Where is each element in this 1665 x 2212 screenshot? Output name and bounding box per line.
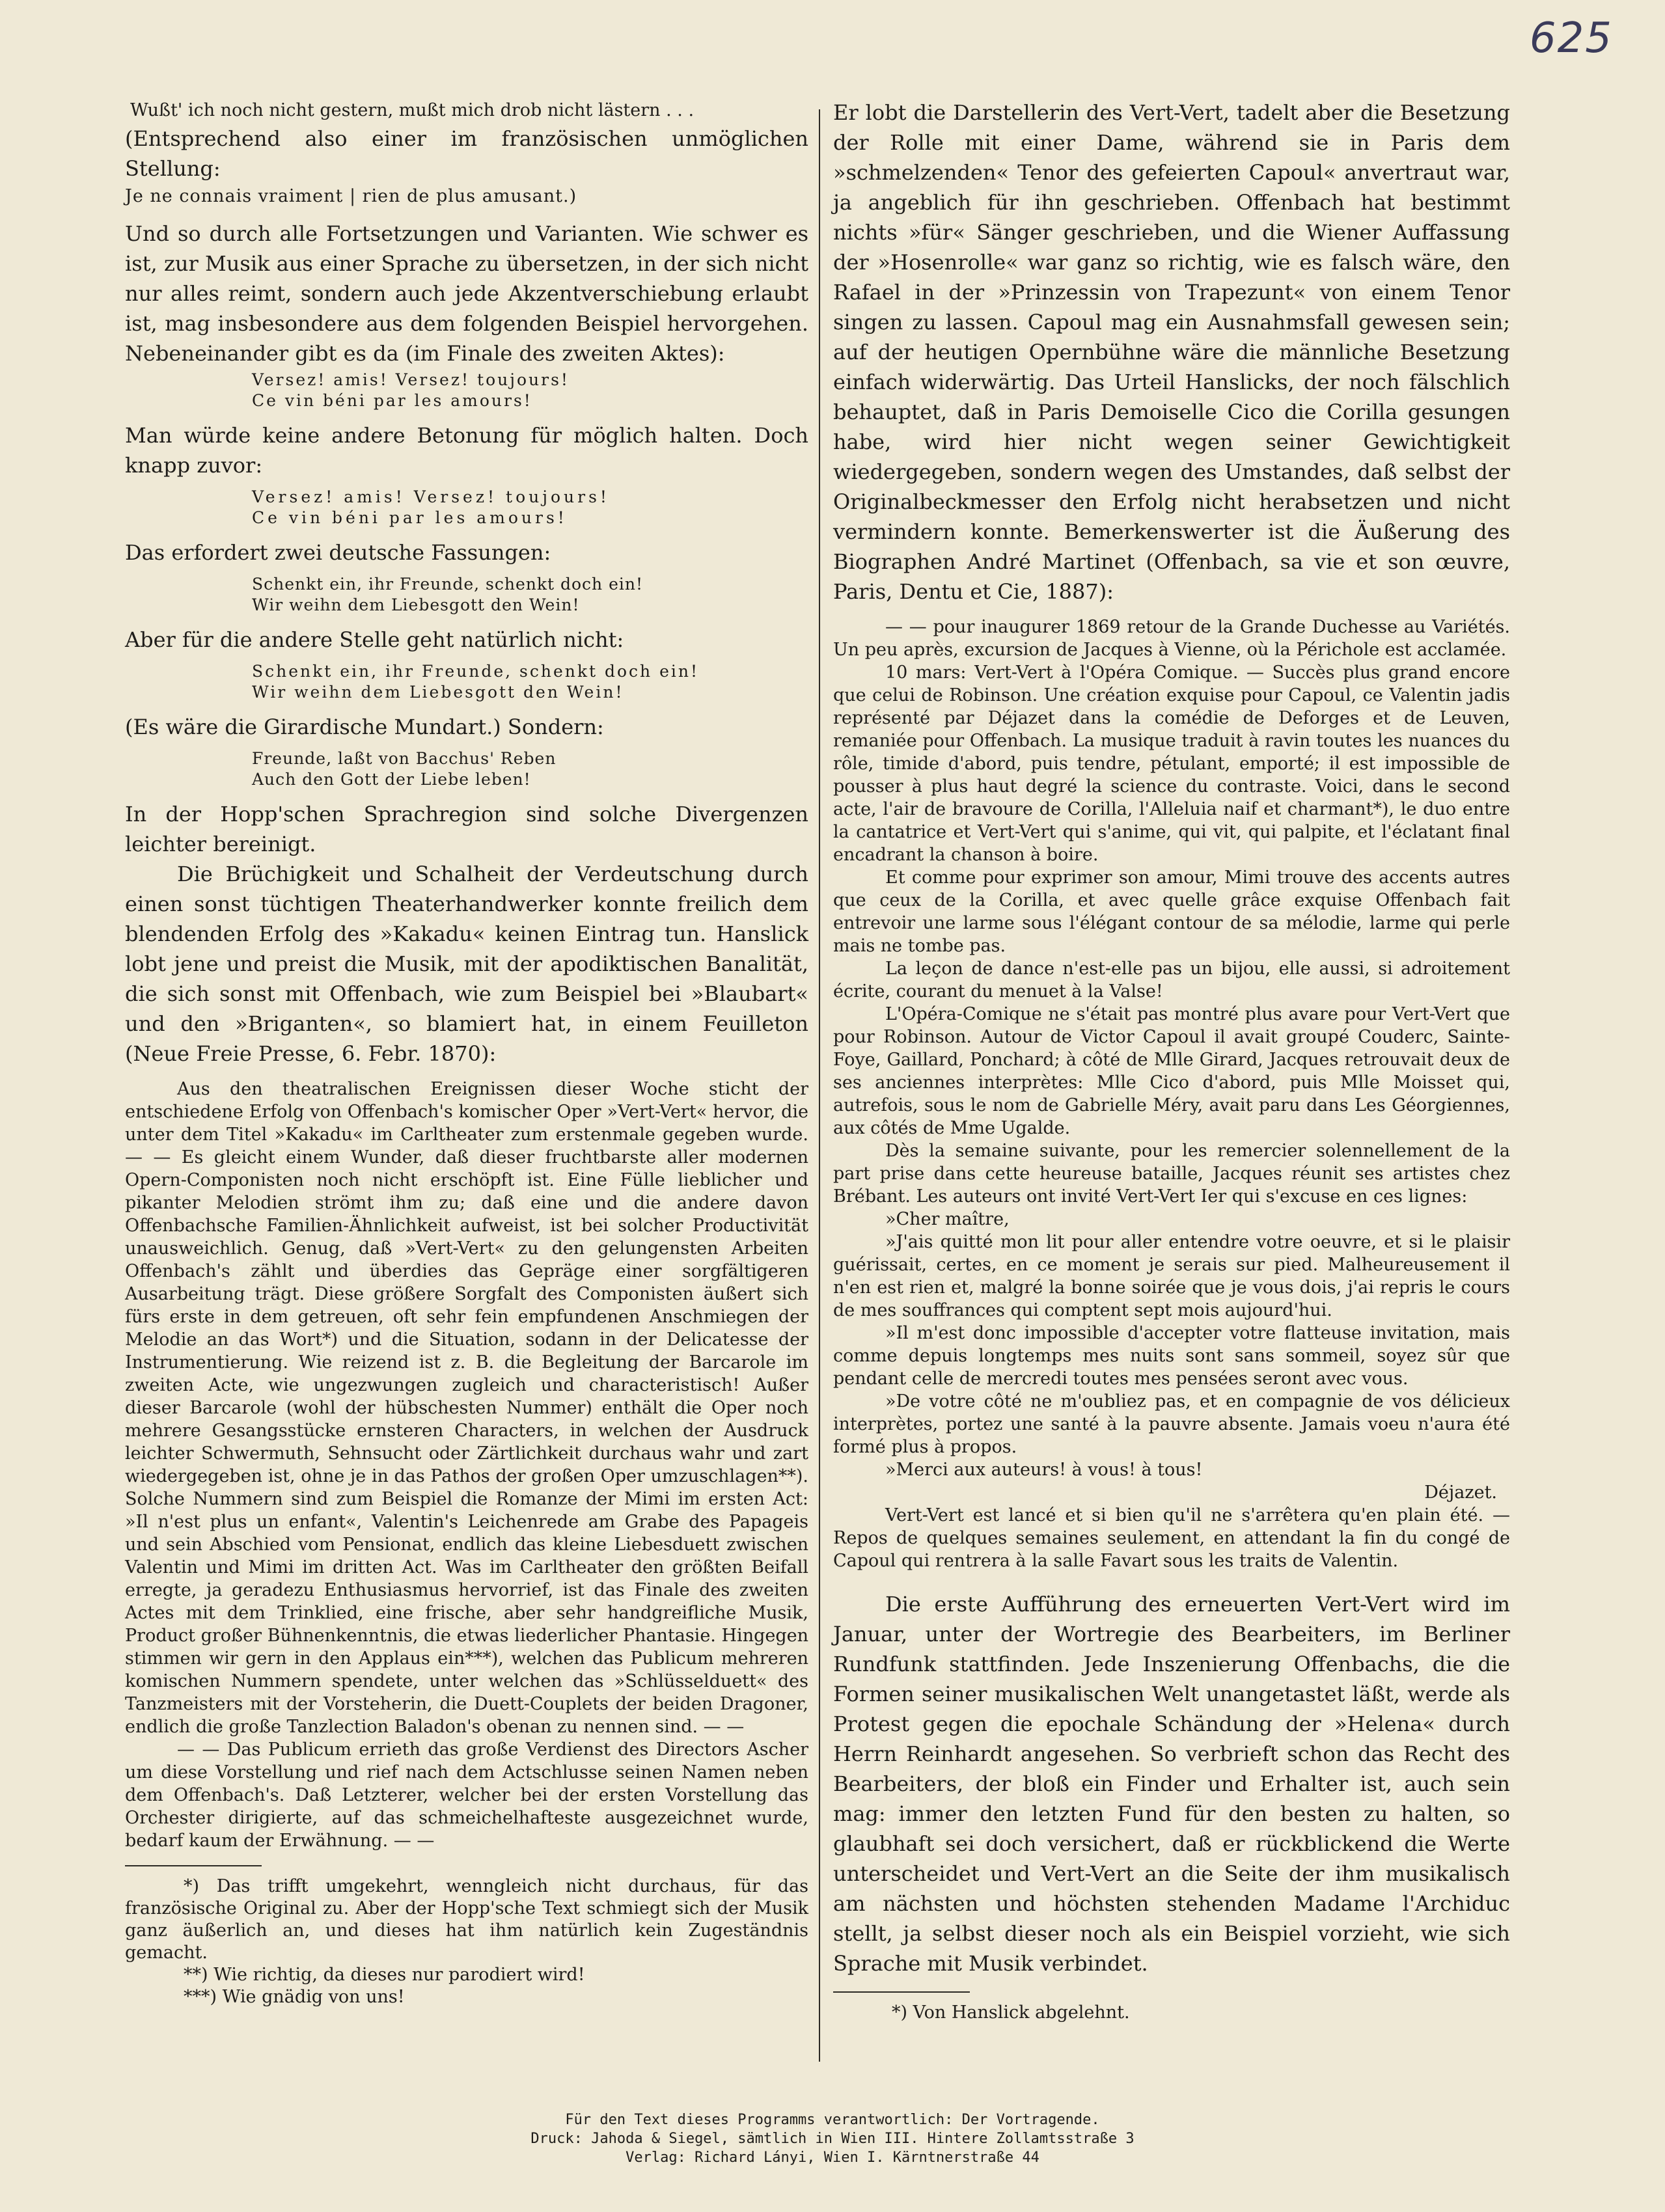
verse-block	[125, 370, 808, 411]
letter-paragraph: »Merci aux auteurs! à vous! à tous!	[885, 1460, 1203, 1480]
verse-block	[125, 487, 808, 528]
verse-line: Je ne connais vraiment | rien de plus amusant.)	[125, 186, 577, 206]
imprint-line: Für den Text dieses Programms verantwortlich: Der Vortragende.	[565, 2112, 1100, 2128]
paragraph: Er lobt die Darstellerin des Vert-Vert, tadelt aber die Besetzung der Rolle mit einer Dame, während sie in Paris dem »schmelzenden« Tenor des gefeierten Capoul« anvertraut war, ja angeblich für ihn geschrieben. Offenbach hat bestimmt nichts »für« Sänger geschrieben, und die Wiener Auffassung der »Hosenrolle« war ganz so richtig, wie es falsch wäre, den Rafael in der »Prinzessin von Trapezunt« von einem Tenor singen zu lassen. Capoul mag ein Ausnahmsfall gewesen sein; auf der heutigen Opernbühne wäre die männliche Besetzung einfach widerwärtig. Das Urteil Hanslicks, der noch fälschlich behauptet, daß in Paris Demoiselle Cico die Corilla gesungen habe, wird hier nicht wegen seiner Gewichtigkeit wiedergegeben, sondern wegen des Umstandes, daß selbst der Originalbeckmesser den Erfolg nicht herabsetzen und nicht vermindern konnte. Bemerkenswerter ist die Äußerung des Biographen André Martinet (Offenbach, sa vie et son œuvre, Paris, Dentu et Cie, 1887):	[833, 100, 1510, 604]
paragraph: Aber für die andere Stelle geht natürlich nicht:	[125, 627, 624, 652]
footnote: ***) Wie gnädig von uns!	[184, 1987, 405, 2007]
right-column	[833, 98, 1510, 2024]
imprint	[0, 2110, 1665, 2167]
verse-line: Schenkt ein, ihr Freunde, schenkt doch ein!	[252, 662, 700, 681]
footnote-rule	[125, 1865, 262, 1866]
french-quotation: La leçon de dance n'est-elle pas un bijou, elle aussi, si adroitement écrite, courant du menuet à la Valse!	[833, 959, 1510, 1002]
french-quotation: 10 mars: Vert-Vert à l'Opéra Comique. — Succès plus grand encore que celui de Robinson. Une création exquise pour Capoul, ce Valentin jadis représenté par Déjazet dans la comédie de Deforges et de Leuven, remaniée pour Offenbach. La musique traduit à ravin toutes les nuances du rôle, timide d'abord, puis tendre, pétulant, emporté; il est impossible de pousser à plus haut degré la science du contraste. Voici, dans le second acte, l'air de bravoure de Corilla, l'Alleluia naif et charmant*), le duo entre la cantatrice et Vert-Vert qui s'anime, qui vit, qui palpite, et l'éclatant final encadrant la chanson à boire.	[833, 662, 1510, 865]
verse-block	[125, 661, 808, 703]
paragraph: (Entsprechend also einer im französischen unmöglichen Stellung:	[125, 126, 808, 181]
letter-signature: Déjazet.	[1424, 1482, 1497, 1503]
paragraph: (Es wäre die Girardische Mundart.) Sondern:	[125, 715, 604, 739]
paragraph: Und so durch alle Fortsetzungen und Varianten. Wie schwer es ist, zur Musik aus einer Sprache zu übersetzen, in der sich nicht nur alles reimt, sondern auch jede Akzentverschiebung erlaubt ist, mag insbesondere aus dem folgenden Beispiel hervorgehen. Nebeneinander gibt es da (im Finale des zweiten Aktes):	[125, 221, 808, 366]
letter-paragraph: »J'ais quitté mon lit pour aller entendre votre oeuvre, et si le plaisir guérissait, certes, en ce moment je serais sur pied. Malheureusement il n'en est rien et, malgré la bonne soirée que je vous dois, j'ai repris le cours de mes souffrances qui comptent sept mois aujourd'hui.	[833, 1232, 1510, 1320]
french-quotation: L'Opéra-Comique ne s'était pas montré plus avare pour Vert-Vert que pour Robinson. Autour de Victor Capoul il avait groupé Couderc, Sainte-Foye, Gaillard, Ponchard; à côté de Mlle Girard, Jacques retrouvait deux de ses anciennes interprètes: Mlle Cico d'abord, puis Mlle Moisset qui, autrefois, sous le nom de Gabrielle Méry, avait paru dans Les Géorgiennes, aux côtés de Mme Ugalde.	[833, 1004, 1510, 1138]
verse-block	[125, 748, 808, 790]
verse-line: Ce vin béni par les amours!	[252, 391, 532, 410]
verse-line: Versez! amis! Versez! toujours!	[252, 487, 610, 506]
verse-line: Wir weihn dem Liebesgott den Wein!	[252, 683, 624, 702]
verse-line: Freunde, laßt von Bacchus' Reben	[252, 749, 557, 768]
paragraph: Die Brüchigkeit und Schalheit der Verdeutschung durch einen sonst tüchtigen Theaterhandwerker konnte freilich dem blendenden Erfolg des »Kakadu« keinen Eintrag tun. Hanslick lobt jene und preist die Musik, mit der apodiktischen Banalität, die sich sonst mit Offenbach, wie zum Beispiel bei »Blaubart« und den »Briganten«, so blamiert hat, in einem Feuilleton (Neue Freie Presse, 6. Febr. 1870):	[125, 862, 808, 1066]
verse-block	[125, 574, 808, 616]
paragraph: In der Hopp'schen Sprachregion sind solche Divergenzen leichter bereinigt.	[125, 802, 808, 856]
page-number: 625	[1529, 14, 1613, 62]
verse-line: Versez! amis! Versez! toujours!	[252, 370, 570, 389]
footnote: **) Wie richtig, da dieses nur parodiert wird!	[184, 1965, 585, 1985]
quotation: — — Das Publicum errieth das große Verdienst des Directors Ascher um diese Vorstellung und rief nach dem Actschlusse seinen Namen neben dem Offenbach's. Daß Letzterer, welcher bei der ersten Vorstellung das Orchester dirigierte, auf das schmeichelhafteste ausgezeichnet wurde, bedarf kaum der Erwähnung. — —	[125, 1740, 808, 1851]
french-quotation: Vert-Vert est lancé et si bien qu'il ne s'arrêtera qu'en plain été. — Repos de quelques semaines seulement, en attendant la fin du congé de Capoul qui rentrera à la salle Favart sous les traits de Valentin.	[833, 1505, 1510, 1571]
quotation: Aus den theatralischen Ereignissen dieser Woche sticht der entschiedene Erfolg von Offenbach's komischer Oper »Vert-Vert« hervor, die unter dem Titel »Kakadu« im Carltheater zum erstenmale gegeben wurde. — — Es gleicht einem Wunder, daß dieser fruchtbarste aller modernen Opern-Componisten noch nicht erschöpft ist. Eine Fülle lieblicher und pikanter Melodien strömt ihm zu; daß eine und die andere davon Offenbachsche Familien-Ähnlichkeit aufweist, ist bei solcher Productivität unausweichlich. Genug, daß »Vert-Vert« zu den gelungensten Arbeiten Offenbach's zählt und überdies das Gepräge einer sorgfältigeren Ausarbeitung trägt. Diese größere Sorgfalt des Componisten äußert sich fürs erste in dem getreuen, oft sehr fein empfundenen Anschmiegen der Melodie an das Wort*) und die Situation, sodann in der Delicatesse der Instrumentierung. Wie reizend ist z. B. die Begleitung der Barcarole im zweiten Acte, wie ungezwungen zugleich und characteristisch! Außer dieser Barcarole (wohl der hübschesten Nummer) enthält die Oper noch mehrere Gesangsstücke ernsteren Characters, in welchen der Ausdruck leichter Schwermuth, Sehnsucht oder Zärtlichkeit durchaus wahr und zart wiedergegeben ist, ohne je in das Pathos der großen Oper umzuschlagen**). Solche Nummern sind zum Beispiel die Romanze der Mimi im ersten Act: »Il n'est plus un enfant«, Valentin's Leichenrede am Grabe des Papageis und sein Abschied vom Pensionat, endlich das kleine Liebesduett zwischen Valentin und Mimi im dritten Act. Was im Carltheater den größten Beifall erregte, ja geradezu Enthusiasmus hervorrief, ist das Finale des zweiten Actes mit dem Trinklied, eine frische, aber sehr handgreifliche Musik, Product großer Bühnenkenntnis, die etwas liederlicher Phantasie. Hingegen stimmen wir gern in den Applaus ein***), welchen das Publicum mehreren komischen Nummern spendete, unter welchen das »Schlüsselduett« des Tanzmeisters mit der Vorsteherin, die Duett-Couplets der beiden Dragoner, endlich die große Tanzlection Baladon's obenan zu nennen sind. — —	[125, 1079, 808, 1737]
column-divider	[819, 109, 820, 2062]
verse-line: Wir weihn dem Liebesgott den Wein!	[252, 595, 580, 614]
left-column	[125, 98, 808, 2008]
verse-line: Ce vin béni par les amours!	[252, 508, 568, 527]
french-quotation: Dès la semaine suivante, pour les remercier solennellement de la part prise dans cette heureuse bataille, Jacques réunit ses artistes chez Brébant. Les auteurs ont invité Vert-Vert Ier qui s'excuse en ces lignes:	[833, 1141, 1510, 1207]
french-quotation: — — pour inaugurer 1869 retour de la Grande Duchesse au Variétés. Un peu après, excursion de Jacques à Vienne, où la Périchole est acclamée.	[833, 617, 1510, 660]
verse-line: Wußt' ich noch nicht gestern, mußt mich drob nicht lästern . . .	[130, 100, 695, 120]
imprint-line: Verlag: Richard Lányi, Wien I. Kärntnerstraße 44	[626, 2150, 1039, 2166]
paragraph: Das erfordert zwei deutsche Fassungen:	[125, 540, 551, 565]
verse-line: Auch den Gott der Liebe leben!	[252, 770, 531, 789]
letter-paragraph: »De votre côté ne m'oubliez pas, et en compagnie de vos délicieux interprètes, portez une santé à la pauvre absente. Jamais voeu n'aura été formé plus à propos.	[833, 1391, 1510, 1457]
footnote: *) Das trifft umgekehrt, wenngleich nicht durchaus, für das französische Original zu. Aber der Hopp'sche Text schmiegt sich der Musik ganz äußerlich an, und dieses hat ihm natürlich kein Zugeständnis gemacht.	[125, 1876, 808, 1963]
footnote-rule	[833, 1991, 970, 1993]
verse-line: Schenkt ein, ihr Freunde, schenkt doch ein!	[252, 575, 644, 594]
imprint-line: Druck: Jahoda & Siegel, sämtlich in Wien III. Hintere Zollamtsstraße 3	[530, 2131, 1135, 2147]
paragraph: Man würde keine andere Betonung für möglich halten. Doch knapp zuvor:	[125, 423, 808, 478]
footnote: *) Von Hanslick abgelehnt.	[892, 2002, 1130, 2023]
letter-salutation: »Cher maître,	[885, 1209, 1010, 1229]
letter-paragraph: »Il m'est donc impossible d'accepter votre flatteuse invitation, mais comme depuis longtemps mes nuits sont sans sommeil, soyez sûr que pendant celle de mercredi toutes mes pensées seront avec vous.	[833, 1323, 1510, 1389]
paragraph: Die erste Aufführung des erneuerten Vert-Vert wird im Januar, unter der Wortregie des Bearbeiters, im Berliner Rundfunk stattfinden. Jede Inszenierung Offenbachs, die die Formen seiner musikalischen Welt unangetastet läßt, werde als Protest gegen die epochale Schändung der »Helena« durch Herrn Reinhardt angesehen. So verbrieft schon das Recht des Bearbeiters, der bloß ein Finder und Erhalter ist, auch sein mag: immer den letzten Fund für den besten zu halten, so glaubhaft sei doch versichert, daß er rückblickend die Werte unterscheidet und Vert-Vert an die Seite der ihm musikalisch am nächsten und höchsten stehenden Madame l'Archiduc stellt, ja selbst dieser noch als ein Beispiel vorzieht, wie sich Sprache mit Musik verbindet.	[833, 1592, 1510, 1976]
french-quotation: Et comme pour exprimer son amour, Mimi trouve des accents autres que ceux de la Corilla, et avec quelle grâce exquise Offenbach fait entrevoir une larme sous l'élégant contour de sa mélodie, larme qui perle mais ne tombe pas.	[833, 867, 1510, 956]
